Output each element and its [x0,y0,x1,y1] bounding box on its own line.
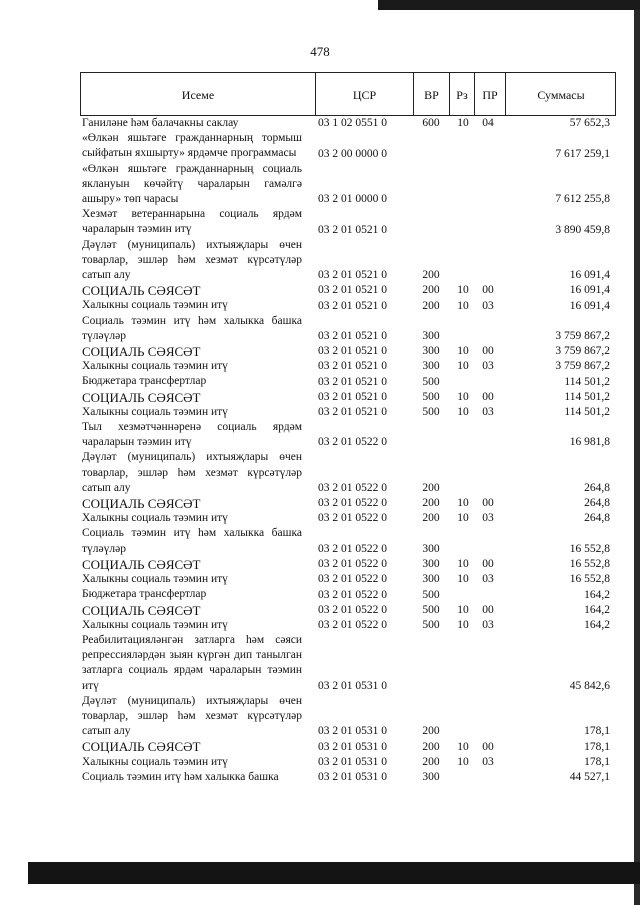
cell-sum: 114 501,2 [564,375,610,388]
cell-rz: 10 [457,345,469,358]
cell-sum: 44 527,1 [569,770,610,783]
cell-name: Бюджетара трансфертлар [82,588,207,601]
cell-vr: 300 [422,360,440,373]
cell-rz: 10 [457,755,469,768]
cell-rz: 10 [457,618,469,631]
table-row [80,374,620,389]
cell-name: СОЦИАЛЬ СӘЯСӘТ [82,496,201,512]
cell-sum: 7 617 259,1 [555,147,610,160]
cell-sum: 264,8 [584,497,610,510]
cell-sum: 3 759 867,2 [555,330,610,343]
cell-vr: 300 [422,330,440,343]
cell-pr: 00 [482,390,494,403]
cell-vr: 200 [422,725,440,738]
cell-pr: 00 [482,284,494,297]
cell-csr: 03 2 01 0521 0 [318,223,387,236]
header-sum: Суммасы [537,88,585,102]
cell-name: СОЦИАЛЬ СӘЯСӘТ [82,344,201,360]
header-vr: ВР [424,88,439,102]
cell-sum: 3 759 867,2 [555,345,610,358]
cell-csr: 03 2 01 0531 0 [318,740,387,753]
cell-name: Халыкны социаль тәэмин итү [82,618,228,631]
cell-vr: 500 [422,603,440,616]
table-row [80,633,620,694]
cell-rz: 10 [457,284,469,297]
cell-csr: 03 2 01 0522 0 [318,512,387,525]
cell-pr: 03 [482,573,494,586]
cell-csr: 03 1 02 0551 0 [318,117,387,130]
cell-sum: 264,8 [584,512,610,525]
table-row [80,131,620,161]
cell-name: СОЦИАЛЬ СӘЯСӘТ [82,389,201,405]
cell-csr: 03 2 01 0521 0 [318,284,387,297]
cell-csr: 03 2 01 0522 0 [318,588,387,601]
cell-vr: 300 [422,542,440,555]
cell-csr: 03 2 01 0521 0 [318,390,387,403]
cell-csr: 03 2 01 0531 0 [318,725,387,738]
cell-csr: 03 2 01 0522 0 [318,558,387,571]
cell-pr: 03 [482,406,494,419]
cell-name: Халыкны социаль тәэмин итү [82,360,228,373]
cell-csr: 03 2 01 0521 0 [318,330,387,343]
cell-name: «Өлкән яшьтәге гражданнарның социаль яклануын көчәйтү чараларын гамәлгә ашыру» төп чарасы [82,162,302,206]
cell-sum: 7 612 255,8 [555,193,610,206]
cell-name: СОЦИАЛЬ СӘЯСӘТ [82,739,201,755]
cell-rz: 10 [457,406,469,419]
cell-name: Дәүләт (муниципаль) ихтыяҗлары өчен товарлар, эшләр һәм хезмәт күрсәтүләр сатып алу [82,238,302,282]
cell-sum: 16 091,4 [569,299,610,312]
cell-pr: 00 [482,603,494,616]
cell-rz: 10 [457,512,469,525]
cell-csr: 03 2 01 0522 0 [318,482,387,495]
cell-name: Бюджетара трансфертлар [82,375,207,388]
cell-rz: 10 [457,299,469,312]
cell-vr: 200 [422,284,440,297]
cell-csr: 03 2 01 0522 0 [318,603,387,616]
cell-vr: 300 [422,770,440,783]
cell-pr: 04 [482,117,494,130]
cell-vr: 600 [422,117,440,130]
cell-sum: 16 552,8 [569,573,610,586]
cell-sum: 264,8 [584,482,610,495]
table-header [80,72,616,116]
table-row [80,770,620,785]
cell-sum: 178,1 [584,740,610,753]
cell-name: Халыкны социаль тәэмин итү [82,755,228,768]
cell-name: Социаль тәэмин итү һәм халыкка башка түләүләр [82,314,302,342]
cell-csr: 03 2 01 0522 0 [318,436,387,449]
cell-sum: 16 552,8 [569,542,610,555]
scan-edge-top [378,0,640,10]
cell-sum: 16 091,4 [569,269,610,282]
cell-sum: 178,1 [584,725,610,738]
cell-csr: 03 2 01 0531 0 [318,770,387,783]
cell-rz: 10 [457,117,469,130]
cell-csr: 03 2 01 0521 0 [318,406,387,419]
table-row [80,238,620,284]
cell-name: Социаль тәэмин итү һәм халыкка башка түләүләр [82,527,302,555]
header-pr: ПР [482,88,498,102]
cell-vr: 200 [422,755,440,768]
cell-vr: 500 [422,406,440,419]
table-row [80,618,620,633]
cell-csr: 03 2 01 0521 0 [318,299,387,312]
cell-csr: 03 2 01 0522 0 [318,618,387,631]
cell-sum: 114 501,2 [564,390,610,403]
cell-pr: 03 [482,512,494,525]
cell-pr: 00 [482,740,494,753]
cell-csr: 03 2 01 0000 0 [318,193,387,206]
cell-csr: 03 2 01 0522 0 [318,542,387,555]
table-row [80,162,620,208]
table-row [80,405,620,420]
cell-csr: 03 2 01 0521 0 [318,360,387,373]
cell-pr: 00 [482,497,494,510]
cell-name: СОЦИАЛЬ СӘЯСӘТ [82,556,201,572]
cell-vr: 200 [422,269,440,282]
table-row [80,420,620,450]
cell-pr: 03 [482,755,494,768]
cell-vr: 500 [422,390,440,403]
cell-rz: 10 [457,573,469,586]
table-row [80,359,620,374]
cell-rz: 10 [457,558,469,571]
cell-name: Социаль тәэмин итү һәм халыкка башка [82,770,279,783]
table-body [80,116,620,785]
table-row [80,603,620,618]
cell-csr: 03 2 01 0531 0 [318,755,387,768]
table-row [80,344,620,359]
cell-name: Реабилитацияләнгән затларга һәм сәяси репрессияләрдән зыян күргән дип танылган затларга социаль ярдәм чараларын тәэмин итү [82,633,302,692]
cell-vr: 500 [422,618,440,631]
cell-sum: 164,2 [584,603,610,616]
table-row [80,496,620,511]
cell-csr: 03 2 01 0522 0 [318,573,387,586]
cell-name: «Өлкән яшьтәге гражданнарның тормыш сыйфатын яхшырту» ярдәмче программасы [82,132,302,160]
table-row [80,755,620,770]
cell-vr: 200 [422,497,440,510]
table-row [80,557,620,572]
cell-name: СОЦИАЛЬ СӘЯСӘТ [82,283,201,299]
cell-sum: 178,1 [584,755,610,768]
table-row [80,511,620,526]
cell-sum: 57 652,3 [569,117,610,130]
cell-csr: 03 2 01 0531 0 [318,679,387,692]
cell-rz: 10 [457,390,469,403]
table-row [80,283,620,298]
cell-name: СОЦИАЛЬ СӘЯСӘТ [82,602,201,618]
cell-name: Дәүләт (муниципаль) ихтыяҗлары өчен товарлар, эшләр һәм хезмәт күрсәтүләр сатып алу [82,694,302,738]
cell-csr: 03 2 01 0522 0 [318,497,387,510]
table-row [80,694,620,740]
cell-name: Халыкны социаль тәэмин итү [82,573,228,586]
cell-csr: 03 2 00 0000 0 [318,147,387,160]
cell-vr: 200 [422,299,440,312]
cell-name: Хезмәт ветераннарына социаль ярдәм чараларын тәэмин итү [82,208,302,236]
cell-rz: 10 [457,740,469,753]
cell-sum: 16 091,4 [569,284,610,297]
header-name: Исеме [181,88,215,102]
table-row [80,739,620,754]
cell-csr: 03 2 01 0521 0 [318,269,387,282]
cell-vr: 200 [422,740,440,753]
cell-name: Халыкны социаль тәэмин итү [82,405,228,418]
cell-pr: 00 [482,345,494,358]
cell-sum: 3 759 867,2 [555,360,610,373]
table-row [80,207,620,237]
table-row [80,450,620,496]
cell-sum: 45 842,6 [569,679,610,692]
cell-pr: 03 [482,618,494,631]
cell-name: Халыкны социаль тәэмин итү [82,512,228,525]
page-number: 478 [310,44,330,59]
cell-name: Дәүләт (муниципаль) ихтыяҗлары өчен товарлар, эшләр һәм хезмәт күрсәтүләр сатып алу [82,451,302,494]
cell-vr: 500 [422,588,440,601]
cell-vr: 300 [422,345,440,358]
cell-sum: 164,2 [584,588,610,601]
cell-sum: 16 981,8 [569,436,610,449]
cell-sum: 16 552,8 [569,558,610,571]
cell-name: Халыкны социаль тәэмин итү [82,299,228,312]
cell-vr: 300 [422,558,440,571]
cell-csr: 03 2 01 0521 0 [318,345,387,358]
cell-vr: 200 [422,482,440,495]
cell-vr: 200 [422,512,440,525]
table-row [80,526,620,556]
header-csr: ЦСР [352,88,377,102]
cell-pr: 00 [482,558,494,571]
cell-rz: 10 [457,603,469,616]
cell-csr: 03 2 01 0521 0 [318,375,387,388]
scan-edge-bottom [28,862,640,884]
header-rz: Рз [456,88,468,102]
cell-rz: 10 [457,360,469,373]
table-row [80,587,620,602]
table-row [80,572,620,587]
cell-vr: 500 [422,375,440,388]
cell-name: Ганиләне һәм балачакны саклау [82,117,239,129]
table-row [80,298,620,313]
cell-pr: 03 [482,299,494,312]
cell-pr: 03 [482,360,494,373]
table-row [80,390,620,405]
cell-name: Тыл хезмәтчәннәренә социаль ярдәм чараларын тәэмин итү [82,421,302,449]
table-row [80,116,620,131]
cell-rz: 10 [457,497,469,510]
cell-vr: 300 [422,573,440,586]
cell-sum: 3 890 459,8 [555,223,610,236]
table-row [80,314,620,344]
scan-edge-right [634,10,640,905]
cell-sum: 114 501,2 [564,406,610,419]
cell-sum: 164,2 [584,618,610,631]
